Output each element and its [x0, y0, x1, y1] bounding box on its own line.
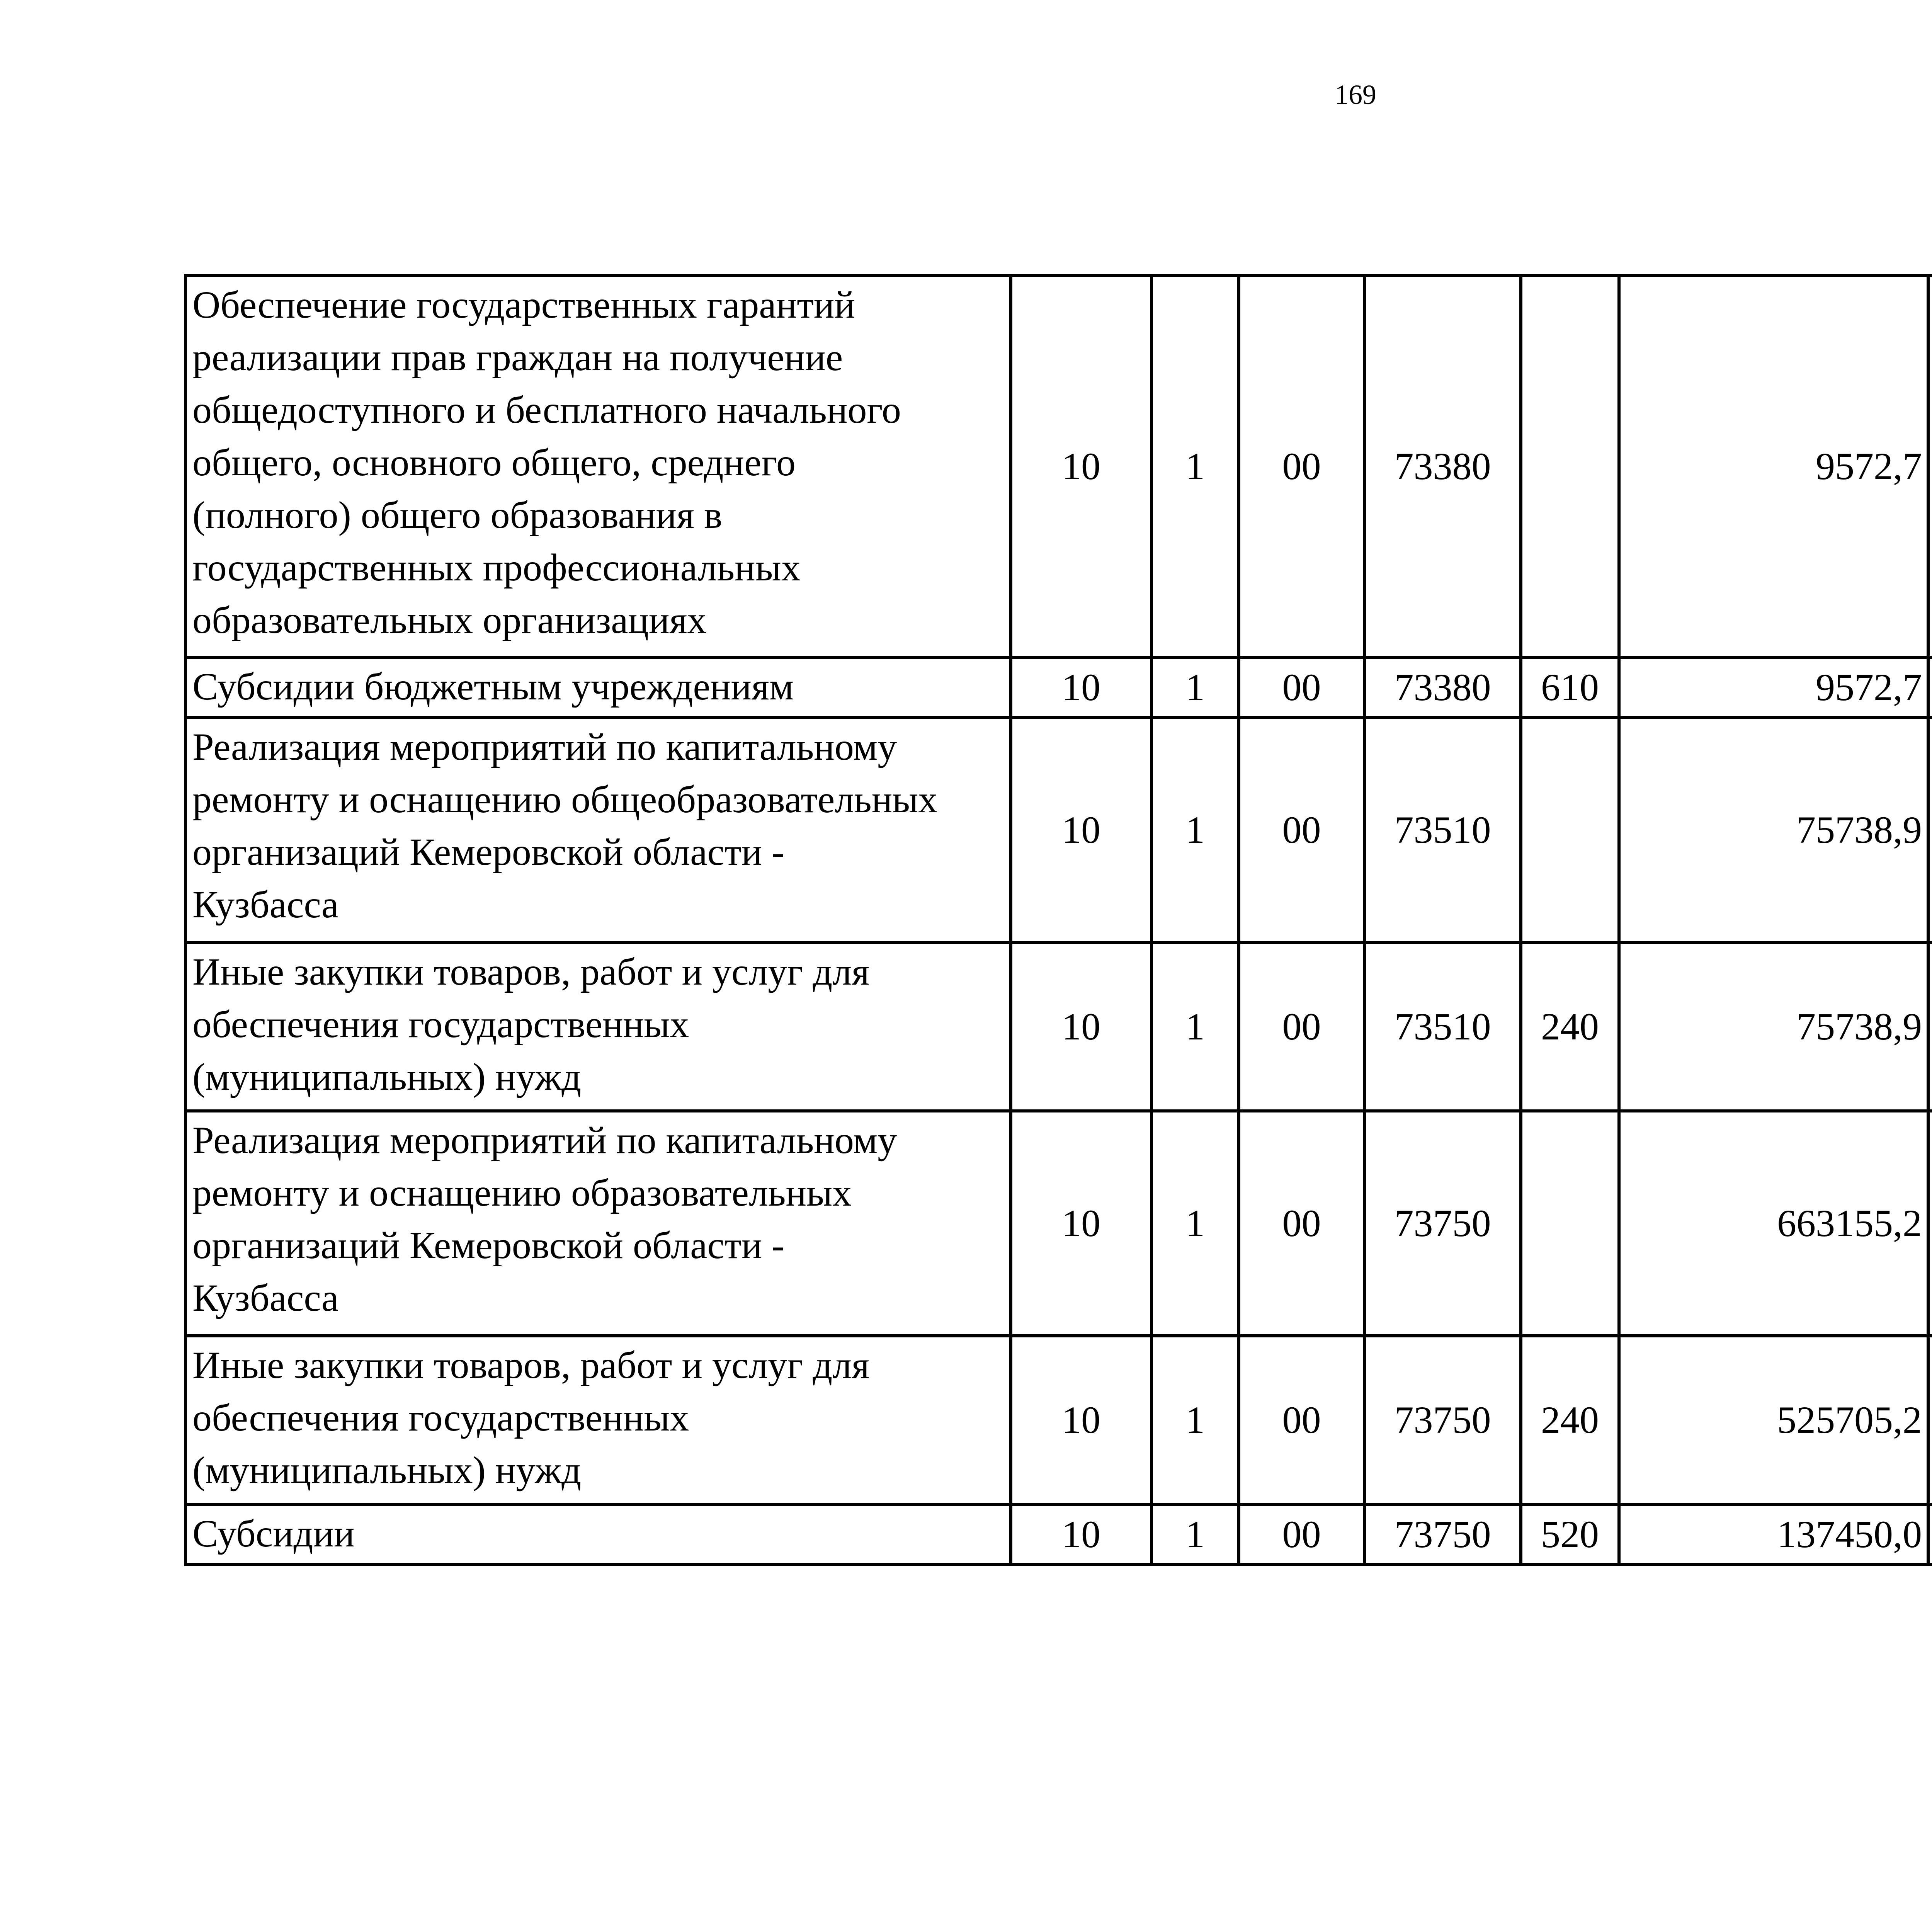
amount-year-2-cell [1928, 1504, 1932, 1565]
page-number: 169 [1335, 79, 1376, 110]
amount-year-1-cell: 137450,0 [1619, 1504, 1928, 1565]
expense-name-line: общего, основного общего, среднего [192, 441, 796, 484]
expense-name-line: Реализация мероприятий по капитальному [192, 1119, 897, 1162]
table-row [185, 276, 1932, 657]
expense-name-line: Реализация мероприятий по капитальному [192, 725, 897, 768]
amount-year-2-cell [1928, 1336, 1932, 1504]
expense-name-cell [185, 1504, 1011, 1565]
amount-year-2-cell [1928, 1111, 1932, 1336]
program-code-cell: 1 [1151, 718, 1239, 942]
expense-name-line: организаций Кемеровской области - [192, 830, 785, 873]
expense-type-cell [1521, 718, 1619, 942]
expense-name-line: ремонту и оснащению общеобразовательных [192, 778, 938, 821]
expense-direction-cell: 73510 [1364, 942, 1521, 1111]
expense-type-cell [1521, 1111, 1619, 1336]
program-code-cell: 1 [1151, 1336, 1239, 1504]
amount-year-1-cell: 9572,7 [1619, 276, 1928, 657]
expense-name-line: образовательных организациях [192, 599, 707, 641]
expense-name-line: организаций Кемеровской области - [192, 1224, 785, 1267]
program-code-cell: 1 [1151, 276, 1239, 657]
amount-year-1-cell: 663155,2 [1619, 1111, 1928, 1336]
expense-name-line: Иные закупки товаров, работ и услуг для [192, 1344, 870, 1386]
expense-name-line: общедоступного и бесплатного начального [192, 388, 901, 431]
expense-type-cell: 520 [1521, 1504, 1619, 1565]
expense-type-cell: 240 [1521, 1336, 1619, 1504]
expense-type-cell [1521, 276, 1619, 657]
expense-direction-cell: 73750 [1364, 1504, 1521, 1565]
expense-name-cell [185, 276, 1011, 657]
expense-direction-cell: 73380 [1364, 276, 1521, 657]
amount-year-2-cell [1928, 718, 1932, 942]
expense-direction-cell: 73750 [1364, 1336, 1521, 1504]
section-code-cell: 10 [1011, 657, 1151, 718]
section-code-cell: 10 [1011, 1111, 1151, 1336]
table-row [185, 657, 1932, 718]
expense-name-line: Субсидии бюджетным учреждениям [192, 665, 794, 708]
program-code-cell: 1 [1151, 657, 1239, 718]
table-row [185, 718, 1932, 942]
expense-name-line: обеспечения государственных [192, 1396, 689, 1439]
program-code-cell: 1 [1151, 1111, 1239, 1336]
program-code-cell: 1 [1151, 1504, 1239, 1565]
expense-type-cell: 240 [1521, 942, 1619, 1111]
section-code-cell: 10 [1011, 942, 1151, 1111]
expense-name-cell [185, 1111, 1011, 1336]
amount-year-1-cell: 9572,7 [1619, 657, 1928, 718]
expense-name-line: Иные закупки товаров, работ и услуг для [192, 950, 870, 993]
subprogram-code-cell: 00 [1239, 276, 1364, 657]
expense-name-line: Кузбасса [192, 1276, 339, 1319]
expense-name-line: (полного) общего образования в [192, 493, 723, 536]
expense-name-line: Кузбасса [192, 883, 339, 926]
table-row [185, 942, 1932, 1111]
expense-name-line: (муниципальных) нужд [192, 1449, 582, 1492]
budget-table [184, 274, 1932, 1566]
section-code-cell: 10 [1011, 1504, 1151, 1565]
section-code-cell: 10 [1011, 1336, 1151, 1504]
expense-name-line: (муниципальных) нужд [192, 1055, 582, 1098]
amount-year-1-cell: 525705,2 [1619, 1336, 1928, 1504]
expense-name-line: ремонту и оснащению образовательных [192, 1171, 852, 1214]
section-code-cell: 10 [1011, 276, 1151, 657]
expense-direction-cell: 73510 [1364, 718, 1521, 942]
expense-name-line: обеспечения государственных [192, 1003, 689, 1046]
expense-name-cell [185, 1336, 1011, 1504]
subprogram-code-cell: 00 [1239, 1111, 1364, 1336]
subprogram-code-cell: 00 [1239, 657, 1364, 718]
subprogram-code-cell: 00 [1239, 1504, 1364, 1565]
table-body [185, 276, 1932, 1565]
program-code-cell: 1 [1151, 942, 1239, 1111]
table-row [185, 1111, 1932, 1336]
subprogram-code-cell: 00 [1239, 1336, 1364, 1504]
table-row [185, 1336, 1932, 1504]
section-code-cell: 10 [1011, 718, 1151, 942]
subprogram-code-cell: 00 [1239, 942, 1364, 1111]
expense-name-line: государственных профессиональных [192, 546, 801, 589]
amount-year-2-cell [1928, 657, 1932, 718]
expense-name-line: Субсидии [192, 1512, 355, 1555]
expense-name-line: Обеспечение государственных гарантий [192, 283, 855, 326]
subprogram-code-cell: 00 [1239, 718, 1364, 942]
amount-year-1-cell: 75738,9 [1619, 718, 1928, 942]
expense-name-cell [185, 718, 1011, 942]
amount-year-1-cell: 75738,9 [1619, 942, 1928, 1111]
expense-direction-cell: 73750 [1364, 1111, 1521, 1336]
expense-type-cell: 610 [1521, 657, 1619, 718]
expense-direction-cell: 73380 [1364, 657, 1521, 718]
amount-year-2-cell [1928, 942, 1932, 1111]
expense-name-line: реализации прав граждан на получение [192, 336, 843, 379]
table-row [185, 1504, 1932, 1565]
expense-name-cell [185, 942, 1011, 1111]
expense-name-cell [185, 657, 1011, 718]
amount-year-2-cell [1928, 276, 1932, 657]
